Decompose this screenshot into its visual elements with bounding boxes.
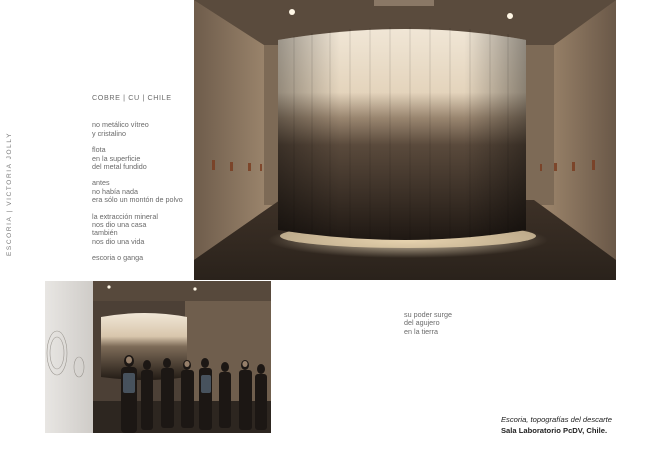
poem-line: no había nada bbox=[92, 186, 138, 196]
poem-block bbox=[92, 94, 192, 271]
side-poem bbox=[404, 311, 452, 336]
poem-line: era sólo un montón de polvo bbox=[92, 195, 183, 205]
poem-line: y cristalino bbox=[92, 128, 126, 138]
photo-caption bbox=[501, 414, 612, 436]
poem-line: antes bbox=[92, 178, 110, 188]
installation-photo-main bbox=[194, 0, 616, 280]
spine-label: ESCORIA | VICTORIA JOLLY bbox=[6, 131, 13, 256]
caption-venue: Sala Laboratorio PcDV, Chile. bbox=[500, 426, 608, 435]
side-poem-line: su poder surge bbox=[404, 310, 452, 319]
side-poem-line: del agujero bbox=[404, 318, 440, 328]
poem-heading: COBRE | CU | CHILE bbox=[92, 93, 172, 102]
installation-photo-main-image bbox=[194, 0, 616, 280]
poem-line: del metal fundido bbox=[92, 162, 147, 172]
caption-title: Escoria, topografías del descarte bbox=[500, 415, 612, 424]
poem-stanza bbox=[92, 146, 192, 171]
poem-line: nos dio una vida bbox=[92, 236, 145, 246]
poem-line: flota bbox=[92, 145, 106, 155]
installation-photo-crowd bbox=[45, 281, 271, 433]
poem-line: nos dio una casa bbox=[92, 220, 147, 230]
poem-stanza bbox=[92, 254, 192, 262]
installation-photo-crowd-image bbox=[45, 281, 271, 433]
poem-stanzas bbox=[92, 121, 192, 262]
poem-line: en la superficie bbox=[92, 153, 141, 163]
poem-stanza bbox=[92, 213, 192, 247]
vertical-spine-text bbox=[6, 131, 18, 260]
poem-line: también bbox=[92, 228, 118, 238]
poem-line: la extracción mineral bbox=[92, 211, 158, 221]
poem-line: no metálico vítreo bbox=[92, 120, 149, 130]
poem-line: escoria o ganga bbox=[92, 253, 144, 263]
poem-stanza bbox=[92, 121, 192, 138]
poem-stanza bbox=[92, 179, 192, 204]
side-poem-line: en la tierra bbox=[404, 326, 438, 336]
